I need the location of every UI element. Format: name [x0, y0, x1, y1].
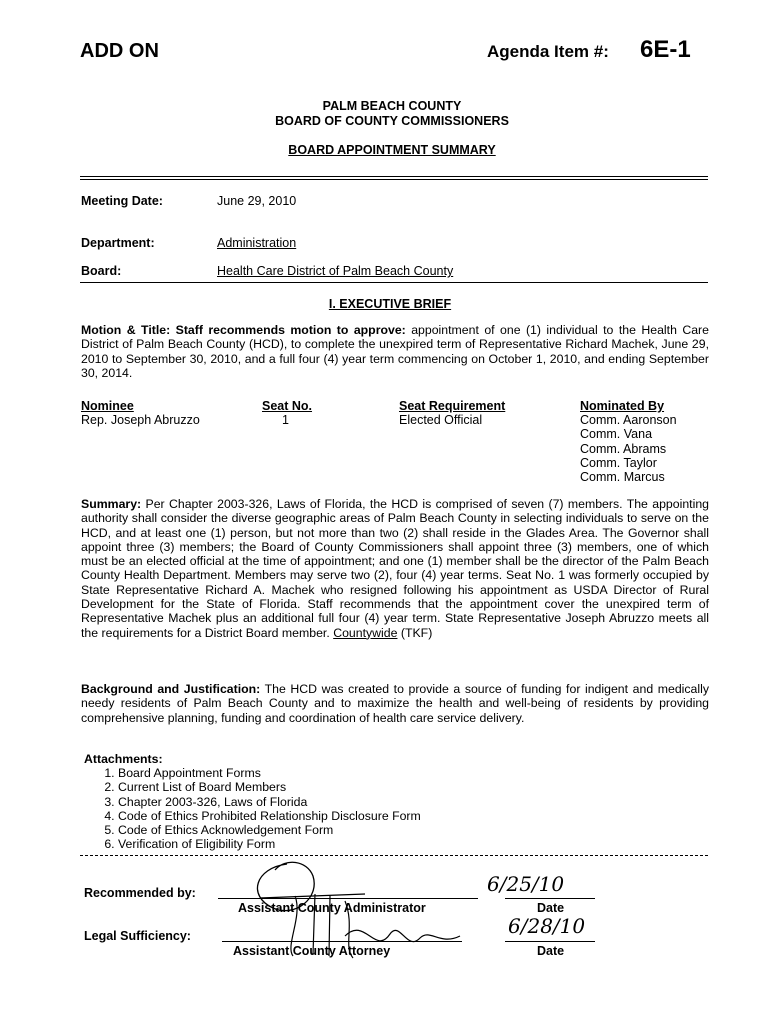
- summary-tag: (TKF): [397, 625, 433, 640]
- meeting-date-value: June 29, 2010: [217, 194, 297, 208]
- background-label: Background and Justification:: [81, 682, 261, 696]
- motion-text: appointment of one (1) individual to the Health Care District of Palm Beach County (HCD), to complete the unexpired term of Representative Richard Machek, June 29, 2010 to September 30, 2010, and a full four (4) year term commencing on October 1, 2010, and ending September 30, 2014.: [81, 323, 709, 380]
- board-name: BOARD OF COUNTY COMMISSIONERS: [275, 114, 509, 128]
- attachments-label: Attachments:: [84, 752, 163, 766]
- seat-column: [262, 399, 312, 427]
- seat-requirement-header: Seat Requirement: [399, 399, 506, 413]
- seat-requirement-column: [399, 399, 505, 427]
- legal-date-line: [505, 941, 595, 942]
- nominated-by-commissioner: Comm. Abrams: [580, 441, 667, 456]
- attachments-section: [84, 752, 421, 851]
- recommended-date-handwritten: 6/25/10: [487, 872, 565, 896]
- seat-no-value: 1: [282, 413, 289, 428]
- seat-requirement-value: Elected Official: [399, 413, 483, 428]
- attachments-list: [84, 766, 421, 851]
- summary-text: Per Chapter 2003-326, Laws of Florida, the HCD is comprised of seven (7) members. The appointing authority shall consider the diverse geographic areas of Palm Beach County in selecting individuals to serve on the HCD, and at least one (1) person, but not more than two (2) shall reside in the Glades Area. The Governor shall appoint three (3) members; the Board of County Commissioners shall appoint three (3) members, one of which must be an elected official at the time of appointment; and one (1) member shall be the director of the Palm Beach County Health Department. Members may serve two (2), four (4) year terms. Seat No. 1 was formerly occupied by State Representative Richard A. Machek who resigned following his appointment as USDA Director of Rural Development for the State of Florida. Staff recommends that the appointment cover the unexpired term of Representative Machek plus an additional full four (4) year term. State Representative Joseph Abruzzo meets all the requirements for a District Board member.: [81, 497, 709, 640]
- top-divider: [80, 176, 708, 177]
- recommended-by-label: Recommended by:: [84, 886, 196, 900]
- legal-title: Assistant County Attorney: [233, 944, 391, 958]
- top-divider-2: [80, 179, 708, 180]
- legal-date-label: Date: [537, 944, 565, 958]
- background-paragraph: [81, 682, 709, 725]
- countywide-label: Countywide: [333, 625, 398, 640]
- nominee-header: Nominee: [81, 399, 134, 413]
- attachment-item: 2. Current List of Board Members: [118, 780, 421, 794]
- nominated-by-commissioner: Comm. Vana: [580, 427, 653, 442]
- summary-label: Summary:: [81, 497, 142, 511]
- attachment-item: 6. Verification of Eligibility Form: [118, 837, 421, 851]
- add-on-label: ADD ON: [80, 40, 159, 62]
- legal-sufficiency-label: Legal Sufficiency:: [84, 929, 191, 943]
- summary-title: BOARD APPOINTMENT SUMMARY: [288, 143, 496, 157]
- background-text: The HCD was created to provide a source of funding for indigent and medically needy residents of Palm Beach County and to maximize the health and well-being of residents by providing comprehensive planning, funding and coordination of health care service delivery.: [81, 682, 709, 725]
- agenda-item-label: Agenda Item #:: [487, 42, 609, 61]
- nominated-by-commissioner: Comm. Taylor: [580, 455, 657, 470]
- meeting-date-label: Meeting Date:: [81, 194, 163, 208]
- recommended-date-line: [505, 898, 595, 899]
- recommended-title: Assistant County Administrator: [238, 901, 426, 915]
- nominated-by-header: Nominated By: [580, 399, 665, 413]
- agenda-item-number: 6E-1: [640, 36, 691, 63]
- department-value: Administration: [217, 236, 297, 250]
- attachment-item: 3. Chapter 2003-326, Laws of Florida: [118, 795, 421, 809]
- attachment-item: 1. Board Appointment Forms: [118, 766, 421, 780]
- motion-paragraph: [81, 323, 709, 380]
- legal-date-handwritten: 6/28/10: [508, 914, 586, 938]
- nominated-by-column: [580, 399, 677, 484]
- nominee-column: [81, 399, 200, 427]
- nominated-by-commissioner: Comm. Marcus: [580, 470, 665, 485]
- executive-brief-heading: I. EXECUTIVE BRIEF: [328, 297, 452, 311]
- attachment-item: 4. Code of Ethics Prohibited Relationship Disclosure Form: [118, 809, 421, 823]
- fields-divider: [80, 282, 708, 283]
- board-value: Health Care District of Palm Beach County: [217, 264, 454, 278]
- seat-no-header: Seat No.: [262, 399, 313, 413]
- attachment-item: 5. Code of Ethics Acknowledgement Form: [118, 823, 421, 837]
- department-label: Department:: [81, 236, 155, 250]
- recommended-date-label: Date: [537, 901, 565, 915]
- motion-label: Motion & Title: Staff recommends motion to approve:: [81, 323, 406, 337]
- legal-signature-line: [222, 941, 462, 942]
- nominated-by-commissioner: Comm. Aaronson: [580, 413, 677, 428]
- board-label: Board:: [81, 264, 122, 278]
- summary-paragraph: [81, 497, 709, 640]
- county-name: PALM BEACH COUNTY: [322, 99, 462, 113]
- nominee-name: Rep. Joseph Abruzzo: [81, 413, 200, 428]
